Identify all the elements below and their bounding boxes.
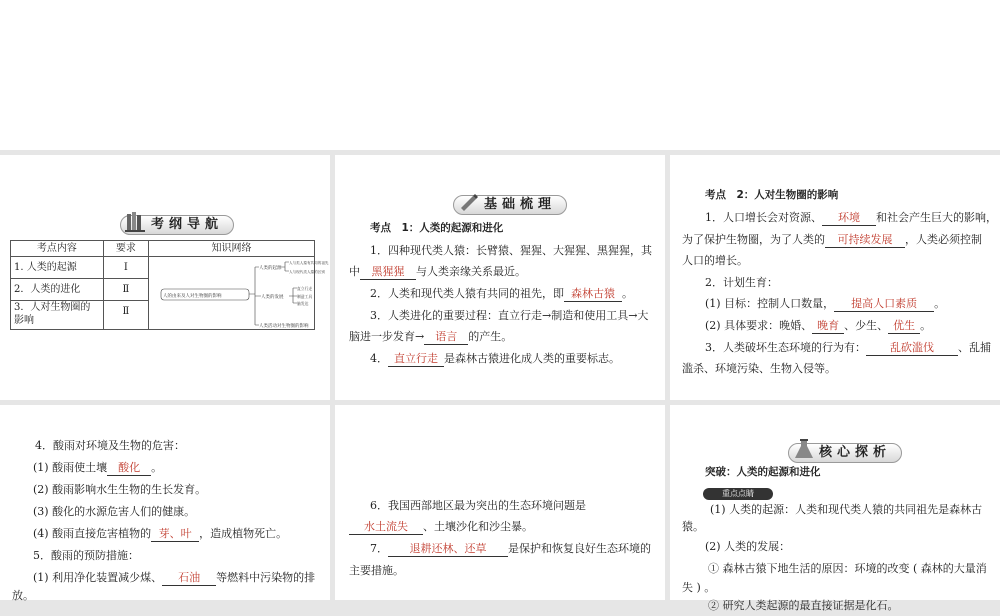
answer-blank: 语言 xyxy=(424,330,468,345)
p2-line3: 2．人类和现代类人猿有共同的祖先，即 森林古猿 。 xyxy=(370,287,633,300)
answer-blank: 水土流失 xyxy=(349,520,423,535)
table-cell-req: Ⅱ xyxy=(103,279,148,301)
p4-line6: 5．酸雨的预防措施： xyxy=(33,549,139,562)
p3-line4: 2．计划生育： xyxy=(705,276,778,289)
table-cell-req: Ⅱ xyxy=(103,301,148,330)
panel-basics xyxy=(335,155,665,400)
p2-line6: 4． 直立行走 是森林古猿进化成人类的重要标志。 xyxy=(370,352,620,365)
p2-line5: 脑进一步发育→ 语言 的产生。 xyxy=(349,330,513,343)
p6-line4: ① 森林古猿下地生活的原因：环境的改变 ( 森林的大量消 xyxy=(708,562,987,575)
topic1-heading: 考点 1：人类的起源和进化 xyxy=(370,222,504,234)
answer-blank: 退耕还林、还草 xyxy=(388,542,508,557)
map-leaf-tools: 制造工具 xyxy=(297,294,313,299)
header-requirement: 要求 xyxy=(103,241,148,257)
p5-line2: 水土流失 、土壤沙化和沙尘暴。 xyxy=(349,516,533,537)
knowledge-map-diagram xyxy=(149,257,329,329)
p6-line5: 失 ) 。 xyxy=(682,581,716,594)
answer-blank: 环境 xyxy=(822,211,876,226)
panel-core-analysis xyxy=(670,405,1000,612)
p3-line1: 1．人口增长会对资源、 环境 和社会产生巨大的影响， xyxy=(705,211,997,224)
p3-line6: (2) 具体要求：晚婚、 晚育 、少生、 优生 。 xyxy=(705,319,932,332)
panel-topic2 xyxy=(670,155,1000,400)
table-cell-req: Ⅰ xyxy=(103,257,148,279)
p3-line3: 人口的增长。 xyxy=(682,254,748,267)
map-branch-origin: 人类的起源 xyxy=(259,266,282,271)
p2-line4: 3．人类进化的重要过程：直立行走→制造和使用工具→大 xyxy=(370,309,649,322)
p6-line2: 猿。 xyxy=(682,520,704,533)
p6-line3: (2) 人类的发展： xyxy=(705,540,791,553)
answer-blank: 提高人口素质 xyxy=(834,297,934,312)
map-leaf-difference: 人与现代类人猿的区别 xyxy=(289,270,325,274)
p5-line1: 6．我国西部地区最为突出的生态环境问题是 xyxy=(370,499,586,512)
p4-line1: 4．酸雨对环境及生物的危害： xyxy=(35,439,185,452)
flask-icon xyxy=(793,438,815,460)
p4-line5: (4) 酸雨直接危害植物的 芽、叶 ，造成植物死亡。 xyxy=(33,527,288,540)
answer-blank: 森林古猿 xyxy=(564,287,622,302)
map-branch-impact: 人类活动对生物圈的影响 xyxy=(259,324,309,329)
answer-blank: 优生 xyxy=(888,319,920,334)
header-topic: 考点内容 xyxy=(11,241,104,257)
p4-line7: (1) 利用净化装置减少煤、 石油 等燃料中污染物的排 xyxy=(33,571,316,584)
p4-line4: (3) 酸化的水源危害人们的健康。 xyxy=(33,505,196,518)
p4-line8: 放。 xyxy=(12,589,34,602)
topic2-heading: 考点 2：人对生物圈的影响 xyxy=(705,189,839,201)
core-banner xyxy=(788,443,902,463)
basics-banner xyxy=(453,195,567,215)
table-cell-topic: 2．人类的进化 xyxy=(11,279,104,301)
map-leaf-brain: 脑发达 xyxy=(297,301,309,306)
p6-line1: (1) 人类的起源：人类和现代类人猿的共同祖先是森林古 xyxy=(710,503,983,516)
answer-blank: 直立行走 xyxy=(388,352,444,367)
p3-line5: (1) 目标：控制人口数量， 提高人口素质 。 xyxy=(705,297,946,310)
pencil-icon xyxy=(458,190,480,212)
answer-blank: 芽、叶 xyxy=(151,527,199,542)
panel-acid-rain xyxy=(0,405,330,600)
p2-line2: 中 黑猩猩 与人类亲缘关系最近。 xyxy=(349,265,526,278)
p6-line6: ② 研究人类起源的最直接证据是化石。 xyxy=(708,599,899,612)
outline-banner-text: 考纲导航 xyxy=(151,217,224,232)
p3-line8: 滥杀、环境污染、生物入侵等。 xyxy=(682,362,836,375)
p3-line2: 为了保护生物圈，为了人类的 可持续发展 ，人类必须控制 xyxy=(682,233,982,246)
answer-blank: 酸化 xyxy=(107,461,151,476)
p5-line4: 主要措施。 xyxy=(349,564,404,577)
outline-table xyxy=(10,240,329,330)
answer-blank: 可持续发展 xyxy=(825,233,905,248)
answer-blank: 晚育 xyxy=(812,319,844,334)
map-branch-development: 人类的发展 xyxy=(261,295,284,300)
core-banner-text: 核心探析 xyxy=(819,445,892,460)
p2-line1: 1．四种现代类人猿：长臂猿、猩猩、大猩猩、黑猩猩，其 xyxy=(370,244,652,257)
table-cell-topic: 1. 人类的起源 xyxy=(11,257,104,279)
key-points-badge: 重点点睛 xyxy=(703,488,773,500)
table-cell-topic: 3．人对生物圈的影响 xyxy=(11,301,104,330)
panel-western-ecology xyxy=(335,405,665,600)
books-icon xyxy=(125,210,147,232)
outline-banner xyxy=(120,215,234,235)
map-leaf-walk: 直立行走 xyxy=(297,286,313,291)
p4-line3: (2) 酸雨影响水生生物的生长发育。 xyxy=(33,483,207,496)
answer-blank: 石油 xyxy=(162,571,216,586)
p4-line2: (1) 酸雨使土壤 酸化 。 xyxy=(33,461,163,474)
p3-line7: 3．人类破坏生态环境的行为有： 乱砍滥伐 、乱捕 xyxy=(705,341,991,354)
top-blank-area xyxy=(0,0,1000,150)
map-leaf-ancestor: 人与类人猿有共同的祖先 xyxy=(289,261,329,265)
p5-line3: 7． 退耕还林、还草 是保护和恢复良好生态环境的 xyxy=(370,542,651,555)
map-root: 人的由来及人对生物圈的影响 xyxy=(163,294,222,299)
breakthrough-heading: 突破：人类的起源和进化 xyxy=(705,466,821,478)
knowledge-map-cell xyxy=(149,257,329,330)
basics-banner-text: 基础梳理 xyxy=(484,197,557,212)
header-knowledge-map: 知识网络 xyxy=(149,241,315,257)
answer-blank: 黑猩猩 xyxy=(360,265,416,280)
panel-outline xyxy=(0,155,330,400)
answer-blank: 乱砍滥伐 xyxy=(866,341,958,356)
